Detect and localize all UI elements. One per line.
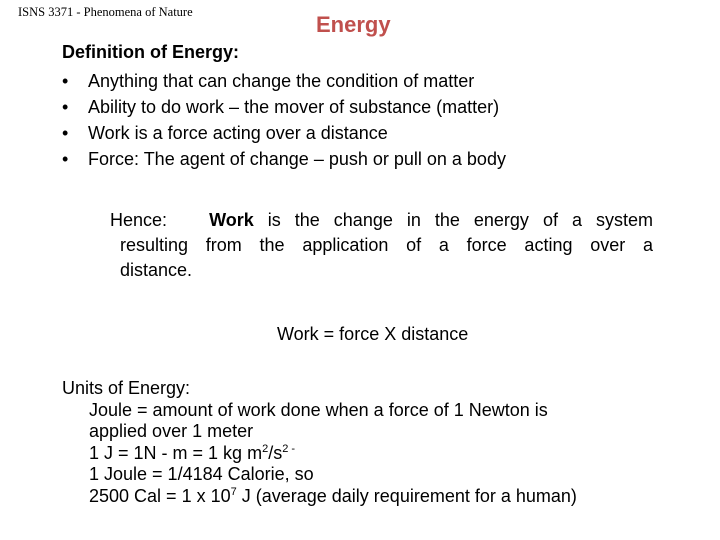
definition-item-text: Force: The agent of change – push or pull on a body	[88, 149, 506, 169]
work-definition-line: resulting from the application of a force acting over a	[120, 235, 653, 255]
work-definition-line	[110, 208, 653, 233]
definition-list	[62, 68, 506, 172]
bullet-icon: •	[62, 97, 69, 117]
definition-item-text: Ability to do work – the mover of substance (matter)	[88, 97, 500, 117]
joule-definition: Joule = amount of work done when a force of 1 Newton is	[89, 399, 548, 420]
definition-item-text: Work is a force acting over a distance	[88, 123, 388, 143]
daily-requirement	[62, 486, 577, 508]
definition-heading: Definition of Energy:	[62, 42, 239, 62]
work-definition-line: distance.	[120, 260, 193, 280]
superscript: 2 -	[282, 442, 296, 455]
joule-equation-part: 1 J = 1N - m = 1 kg m	[89, 442, 263, 463]
bullet-icon: •	[62, 123, 69, 143]
course-title: ISNS 3371 - Phenomena of Nature	[18, 5, 193, 19]
definition-item	[62, 68, 506, 94]
definition-item	[62, 94, 506, 120]
calorie-conversion: 1 Joule = 1/4184 Calorie, so	[89, 464, 314, 484]
bullet-icon: •	[62, 149, 69, 169]
definition-item	[62, 146, 506, 172]
daily-requirement-part: J (average daily requirement for a human)	[236, 485, 577, 506]
superscript: 2	[262, 442, 269, 455]
bullet-icon: •	[62, 71, 69, 91]
joule-definition-cont: applied over 1 meter	[89, 421, 254, 441]
work-formula: Work = force X distance	[277, 324, 469, 344]
joule-equation	[62, 443, 577, 465]
units-heading: Units of Energy:	[62, 378, 191, 398]
definition-item-text: Anything that can change the condition of matter	[88, 71, 475, 91]
joule-equation-part: /s	[268, 442, 283, 463]
daily-requirement-part: 2500 Cal = 1 x 10	[89, 485, 231, 506]
slide-title: Energy	[316, 12, 391, 37]
hence-prefix: Hence:	[110, 210, 168, 230]
work-definition-paragraph	[110, 208, 653, 283]
work-term: Work	[209, 210, 254, 230]
units-section	[62, 378, 577, 507]
definition-item	[62, 120, 506, 146]
superscript: 7	[230, 485, 237, 498]
work-definition-text: is the change in the energy of a system	[267, 210, 653, 230]
